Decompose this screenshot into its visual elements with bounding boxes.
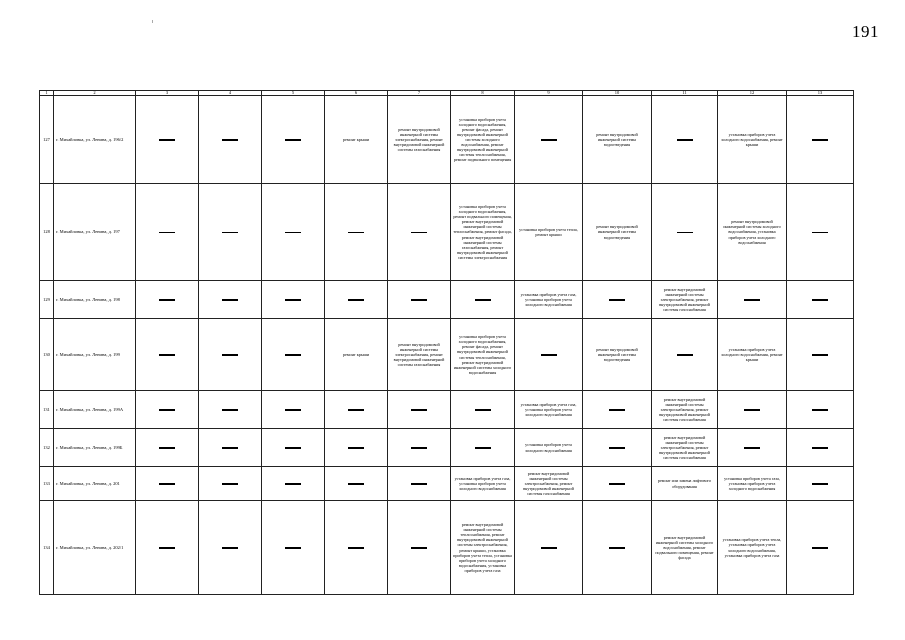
empty-cell bbox=[262, 391, 325, 429]
work-cell: установка приборов учета холодного водоснабжения, ремонт подвального помещения, ремонт внутридомовой инженерной системы теплоснабжения, ремонт фасада, ремонт внутридомовой инженерной системы газоснабжения, ремонт внутридомовой инженерной системы электроснабжения bbox=[451, 184, 515, 281]
dash-mark bbox=[411, 299, 427, 300]
dash-mark bbox=[159, 232, 175, 233]
dash-mark bbox=[159, 483, 175, 484]
empty-cell bbox=[787, 184, 854, 281]
empty-cell bbox=[515, 501, 583, 595]
work-cell: ремонт внутридомовой инженерной системы электроснабжения, ремонт внутридомовой инженерной системы газоснабжения bbox=[652, 429, 718, 467]
work-cell: ремонт внутридомовой инженерной системы водоотведения bbox=[583, 319, 652, 391]
column-number: 6 bbox=[325, 91, 388, 96]
empty-cell bbox=[199, 501, 262, 595]
empty-cell bbox=[262, 501, 325, 595]
dash-mark bbox=[159, 409, 175, 410]
dash-mark bbox=[812, 232, 828, 233]
column-number: 13 bbox=[787, 91, 854, 96]
empty-cell bbox=[136, 184, 199, 281]
dash-mark bbox=[159, 299, 175, 300]
table-row bbox=[40, 501, 854, 595]
dash-mark bbox=[812, 447, 828, 448]
dash-mark bbox=[541, 547, 557, 548]
dash-mark bbox=[677, 354, 693, 355]
empty-cell bbox=[199, 319, 262, 391]
table-row bbox=[40, 184, 854, 281]
empty-cell bbox=[388, 467, 451, 501]
empty-cell bbox=[136, 96, 199, 184]
work-cell: установка приборов учета тепла, установка приборов учета холодного водоснабжения, установка приборов учета газа bbox=[718, 501, 787, 595]
address-cell: г. Михайловка, ул. Ленина, д. 199 bbox=[54, 319, 136, 391]
column-number: 4 bbox=[199, 91, 262, 96]
empty-cell bbox=[136, 467, 199, 501]
work-cell: ремонт внутридомовой инженерной системы электроснабжения, ремонт внутридомовой инженерной системы газоснабжения bbox=[388, 319, 451, 391]
empty-cell bbox=[262, 467, 325, 501]
column-number: 10 bbox=[583, 91, 652, 96]
empty-cell bbox=[652, 96, 718, 184]
column-number: 2 bbox=[54, 91, 136, 96]
dash-mark bbox=[285, 299, 301, 300]
address-cell: г. Михайловка, ул. Ленина, д. 202/1 bbox=[54, 501, 136, 595]
work-cell: ремонт внутридомовой инженерной системы электроснабжения, ремонт внутридомовой инженерной системы газоснабжения bbox=[388, 96, 451, 184]
empty-cell bbox=[451, 429, 515, 467]
work-cell: ремонт или замена лифтового оборудования bbox=[652, 467, 718, 501]
work-cell: ремонт внутридомовой инженерной системы водоотведения bbox=[583, 96, 652, 184]
dash-mark bbox=[541, 354, 557, 355]
dash-mark bbox=[285, 409, 301, 410]
empty-cell bbox=[787, 96, 854, 184]
dash-mark bbox=[159, 139, 175, 140]
table-row bbox=[40, 96, 854, 184]
dash-mark bbox=[609, 447, 625, 448]
empty-cell bbox=[262, 319, 325, 391]
dash-mark bbox=[348, 547, 364, 548]
empty-cell bbox=[787, 501, 854, 595]
work-cell: установка приборов учета тепла, ремонт крыши bbox=[515, 184, 583, 281]
dash-mark bbox=[475, 447, 491, 448]
dash-mark bbox=[285, 139, 301, 140]
dash-mark bbox=[475, 299, 491, 300]
empty-cell bbox=[325, 391, 388, 429]
empty-cell bbox=[583, 281, 652, 319]
empty-cell bbox=[325, 467, 388, 501]
work-cell: установка приборов учета холодного водоснабжения, ремонт фасада, ремонт внутридомовой инженерной системы холодного водоснабжения, ремонт внутридомовой инженерной системы теплоснабжения, ремонт подвального помещения bbox=[451, 96, 515, 184]
dash-mark bbox=[812, 299, 828, 300]
dash-mark bbox=[222, 447, 238, 448]
empty-cell bbox=[451, 281, 515, 319]
repair-schedule-table bbox=[39, 90, 854, 595]
empty-cell bbox=[325, 184, 388, 281]
empty-cell bbox=[787, 429, 854, 467]
empty-cell bbox=[652, 184, 718, 281]
row-number: 134 bbox=[40, 501, 54, 595]
dash-mark bbox=[812, 354, 828, 355]
dash-mark bbox=[348, 409, 364, 410]
empty-cell bbox=[199, 429, 262, 467]
empty-cell bbox=[136, 429, 199, 467]
dash-mark bbox=[411, 232, 427, 233]
dash-mark bbox=[222, 547, 238, 548]
work-cell: ремонт внутридомовой инженерной системы электроснабжения, ремонт внутридомовой инженерной системы газоснабжения bbox=[652, 281, 718, 319]
dash-mark bbox=[222, 139, 238, 140]
row-number: 133 bbox=[40, 467, 54, 501]
work-cell: ремонт внутридомовой инженерной системы электроснабжения, ремонт внутридомовой инженерной системы газоснабжения bbox=[652, 391, 718, 429]
work-cell: ремонт внутридомовой инженерной системы теплоснабжения, ремонт внутридомовой инженерной системы электроснабжения, ремонт крыши, установка приборов учета тепла, установка приборов учета холодного водоснабжения, установка приборов учета газа bbox=[451, 501, 515, 595]
table-row bbox=[40, 467, 854, 501]
empty-cell bbox=[262, 429, 325, 467]
empty-cell bbox=[136, 391, 199, 429]
address-cell: г. Михайловка, ул. Ленина, д. 201 bbox=[54, 467, 136, 501]
dash-mark bbox=[609, 547, 625, 548]
column-number: 11 bbox=[652, 91, 718, 96]
address-cell: г. Михайловка, ул. Ленина, д. 199Б bbox=[54, 429, 136, 467]
dash-mark bbox=[609, 409, 625, 410]
table-row bbox=[40, 281, 854, 319]
empty-cell bbox=[583, 429, 652, 467]
dash-mark bbox=[744, 409, 760, 410]
address-cell: г. Михайловка, ул. Ленина, д. 198 bbox=[54, 281, 136, 319]
empty-cell bbox=[199, 281, 262, 319]
table-row bbox=[40, 429, 854, 467]
empty-cell bbox=[787, 391, 854, 429]
dash-mark bbox=[812, 483, 828, 484]
dash-mark bbox=[222, 483, 238, 484]
empty-cell bbox=[718, 281, 787, 319]
empty-cell bbox=[583, 391, 652, 429]
empty-cell bbox=[199, 96, 262, 184]
scan-mark bbox=[152, 20, 153, 23]
column-number: 9 bbox=[515, 91, 583, 96]
dash-mark bbox=[222, 354, 238, 355]
empty-cell bbox=[325, 429, 388, 467]
dash-mark bbox=[411, 483, 427, 484]
dash-mark bbox=[812, 139, 828, 140]
empty-cell bbox=[787, 467, 854, 501]
dash-mark bbox=[222, 409, 238, 410]
dash-mark bbox=[348, 299, 364, 300]
empty-cell bbox=[388, 501, 451, 595]
dash-mark bbox=[411, 447, 427, 448]
work-cell: ремонт внутридомовой инженерной системы водоотведения bbox=[583, 184, 652, 281]
work-cell: ремонт крыши bbox=[325, 96, 388, 184]
work-cell: установка приборов учета холодного водоснабжения, ремонт крыши bbox=[718, 96, 787, 184]
work-cell: установка приборов учета холодного водоснабжения, ремонт крыши bbox=[718, 319, 787, 391]
dash-mark bbox=[609, 299, 625, 300]
work-cell: установка приборов учета газа, установка приборов учета холодного водоснабжения bbox=[718, 467, 787, 501]
work-cell: ремонт крыши bbox=[325, 319, 388, 391]
empty-cell bbox=[787, 319, 854, 391]
dash-mark bbox=[677, 139, 693, 140]
address-cell: г. Михайловка, ул. Ленина, д. 199А bbox=[54, 391, 136, 429]
empty-cell bbox=[787, 281, 854, 319]
empty-cell bbox=[199, 184, 262, 281]
dash-mark bbox=[744, 447, 760, 448]
empty-cell bbox=[583, 501, 652, 595]
empty-cell bbox=[262, 281, 325, 319]
dash-mark bbox=[744, 299, 760, 300]
dash-mark bbox=[348, 232, 364, 233]
dash-mark bbox=[285, 354, 301, 355]
row-number: 131 bbox=[40, 391, 54, 429]
dash-mark bbox=[411, 409, 427, 410]
dash-mark bbox=[812, 409, 828, 410]
dash-mark bbox=[159, 547, 175, 548]
column-number: 1 bbox=[40, 91, 54, 96]
empty-cell bbox=[451, 391, 515, 429]
empty-cell bbox=[325, 501, 388, 595]
row-number: 132 bbox=[40, 429, 54, 467]
dash-mark bbox=[222, 299, 238, 300]
dash-mark bbox=[541, 139, 557, 140]
dash-mark bbox=[285, 547, 301, 548]
empty-cell bbox=[325, 281, 388, 319]
empty-cell bbox=[136, 501, 199, 595]
dash-mark bbox=[285, 483, 301, 484]
dash-mark bbox=[285, 232, 301, 233]
work-cell: ремонт внутридомовой инженерной системы холодного водоснабжения, установка приборов учета холодного водоснабжения bbox=[718, 184, 787, 281]
column-number: 5 bbox=[262, 91, 325, 96]
row-number: 130 bbox=[40, 319, 54, 391]
dash-mark bbox=[159, 354, 175, 355]
work-cell: установка приборов учета газа, установка приборов учета холодного водоснабжения bbox=[515, 281, 583, 319]
dash-mark bbox=[609, 483, 625, 484]
row-number: 128 bbox=[40, 184, 54, 281]
dash-mark bbox=[159, 447, 175, 448]
empty-cell bbox=[515, 96, 583, 184]
row-number: 127 bbox=[40, 96, 54, 184]
empty-cell bbox=[262, 96, 325, 184]
dash-mark bbox=[677, 232, 693, 233]
page-number: 191 bbox=[852, 22, 879, 41]
table-row bbox=[40, 319, 854, 391]
work-cell: установка приборов учета холодного водоснабжения, ремонт фасада, ремонт внутридомовой инженерной системы теплоснабжения, ремонт внутридомовой инженерной системы холодного водоснабжения bbox=[451, 319, 515, 391]
dash-mark bbox=[475, 409, 491, 410]
column-number: 7 bbox=[388, 91, 451, 96]
column-number: 3 bbox=[136, 91, 199, 96]
dash-mark bbox=[348, 483, 364, 484]
empty-cell bbox=[718, 391, 787, 429]
work-cell: установка приборов учета газа, установка приборов учета холодного водоснабжения bbox=[515, 391, 583, 429]
empty-cell bbox=[388, 391, 451, 429]
empty-cell bbox=[388, 281, 451, 319]
empty-cell bbox=[388, 184, 451, 281]
empty-cell bbox=[583, 467, 652, 501]
empty-cell bbox=[652, 319, 718, 391]
dash-mark bbox=[222, 232, 238, 233]
column-number: 12 bbox=[718, 91, 787, 96]
column-number: 8 bbox=[451, 91, 515, 96]
empty-cell bbox=[136, 281, 199, 319]
dash-mark bbox=[285, 447, 301, 448]
row-number: 129 bbox=[40, 281, 54, 319]
empty-cell bbox=[388, 429, 451, 467]
address-cell: г. Михайловка, ул. Ленина, д. 197 bbox=[54, 184, 136, 281]
empty-cell bbox=[136, 319, 199, 391]
dash-mark bbox=[812, 547, 828, 548]
empty-cell bbox=[199, 391, 262, 429]
empty-cell bbox=[199, 467, 262, 501]
empty-cell bbox=[515, 319, 583, 391]
table-row bbox=[40, 391, 854, 429]
empty-cell bbox=[718, 429, 787, 467]
work-cell: установка приборов учета холодного водоснабжения bbox=[515, 429, 583, 467]
work-cell: ремонт внутридомовой инженерной системы электроснабжения, ремонт внутридомовой инженерной системы газоснабжения bbox=[515, 467, 583, 501]
dash-mark bbox=[348, 447, 364, 448]
work-cell: установка приборов учета газа, установка приборов учета холодного водоснабжения bbox=[451, 467, 515, 501]
address-cell: г. Михайловка, ул. Ленина, д. 196/2 bbox=[54, 96, 136, 184]
dash-mark bbox=[411, 547, 427, 548]
empty-cell bbox=[262, 184, 325, 281]
work-cell: ремонт внутридомовой инженерной системы холодного водоснабжения, ремонт подвального помещения, ремонт фасада bbox=[652, 501, 718, 595]
